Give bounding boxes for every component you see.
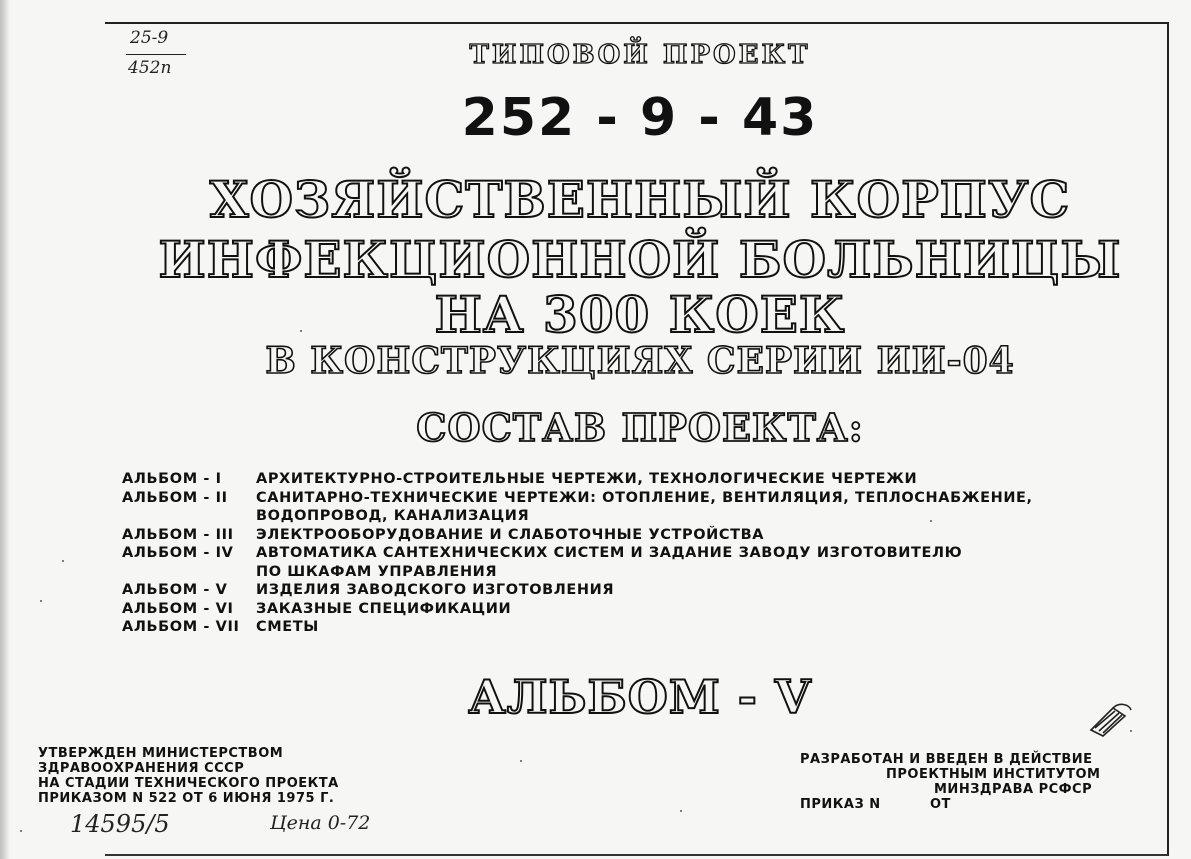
album-label [122, 507, 256, 526]
album-description: АВТОМАТИКА САНТЕХНИЧЕСКИХ СИСТЕМ И ЗАДАНИЕ ЗАВОДУ ИЗГОТОВИТЕЛЮ [256, 545, 963, 561]
album-label: АЛЬБОМ - IV [122, 545, 234, 561]
album-description: ВОДОПРОВОД, КАНАЛИЗАЦИЯ [256, 508, 530, 524]
title-line-4: В КОНСТРУКЦИЯХ СЕРИИ ИИ-04 [265, 340, 1015, 382]
price-note: Цена 0-72 [270, 812, 371, 834]
order-date-label: ОТ [930, 797, 951, 812]
inventory-number: 14595/5 [70, 810, 170, 838]
order-label: ПРИКАЗ N [800, 797, 881, 812]
album-description: САНИТАРНО-ТЕХНИЧЕСКИЕ ЧЕРТЕЖИ: ОТОПЛЕНИЕ, ВЕНТИЛЯЦИЯ, ТЕПЛОСНАБЖЕНИЕ, [256, 489, 1033, 506]
developer-line: ПРОЕКТНЫМ ИНСТИТУТОМ [886, 767, 1101, 782]
album-label: АЛЬБОМ - II [122, 489, 228, 506]
title-line-3: НА 300 КОЕК [434, 285, 846, 344]
developer-block [800, 752, 1120, 812]
title-line-1: ХОЗЯЙСТВЕННЫЙ КОРПУС [209, 170, 1071, 229]
approval-line: ПРИКАЗОМ N 522 ОТ 6 ИЮНЯ 1975 Г. [38, 791, 335, 806]
album-description: СМЕТЫ [256, 619, 319, 635]
album-row [122, 489, 1142, 508]
album-description: ЭЛЕКТРООБОРУДОВАНИЕ И СЛАБОТОЧНЫЕ УСТРОЙСТВА [256, 526, 765, 543]
approval-line: УТВЕРЖДЕН МИНИСТЕРСТВОМ [38, 746, 284, 761]
album-description: ИЗДЕЛИЯ ЗАВОДСКОГО ИЗГОТОВЛЕНИЯ [256, 582, 615, 598]
developer-line: РАЗРАБОТАН И ВВЕДЕН В ДЕЙСТВИЕ [800, 752, 1093, 767]
album-row [122, 618, 1142, 637]
album-description: ЗАКАЗНЫЕ СПЕЦИФИКАЦИИ [256, 600, 512, 617]
album-row [122, 526, 1142, 545]
album-list [122, 470, 1142, 637]
album-row [122, 507, 1142, 526]
album-label: АЛЬБОМ - VII [122, 619, 240, 635]
album-description: ПО ШКАФАМ УПРАВЛЕНИЯ [256, 563, 498, 580]
current-album-title: АЛЬБОМ - V [468, 670, 812, 724]
approval-block [38, 746, 339, 806]
stamp-mark-icon [1085, 700, 1135, 740]
album-label: АЛЬБОМ - VI [122, 600, 234, 617]
approval-line: НА СТАДИИ ТЕХНИЧЕСКОГО ПРОЕКТА [38, 776, 339, 791]
project-number: 252 - 9 - 43 [461, 88, 819, 148]
typical-project-label: ТИПОВОЙ ПРОЕКТ [469, 40, 811, 70]
developer-line: МИНЗДРАВА РСФСР [934, 782, 1093, 797]
composition-heading: СОСТАВ ПРОЕКТА: [416, 405, 864, 450]
corner-code-top: 25-9 [130, 28, 169, 48]
album-label [122, 563, 256, 582]
approval-line: ЗДРАВООХРАНЕНИЯ СССР [38, 761, 245, 776]
scan-shadow [0, 0, 10, 859]
corner-code-bottom: 452п [128, 58, 172, 78]
album-row [122, 600, 1142, 619]
album-row [122, 563, 1142, 582]
title-line-2: ИНФЕКЦИОННОЙ БОЛЬНИЦЫ [158, 230, 1122, 289]
album-row [122, 470, 1142, 489]
album-label: АЛЬБОМ - III [122, 526, 234, 543]
album-label: АЛЬБОМ - I [122, 471, 222, 487]
album-row [122, 544, 1142, 563]
album-description: АРХИТЕКТУРНО-СТРОИТЕЛЬНЫЕ ЧЕРТЕЖИ, ТЕХНОЛОГИЧЕСКИЕ ЧЕРТЕЖИ [256, 471, 918, 487]
album-row [122, 581, 1142, 600]
album-label: АЛЬБОМ - V [122, 582, 228, 598]
